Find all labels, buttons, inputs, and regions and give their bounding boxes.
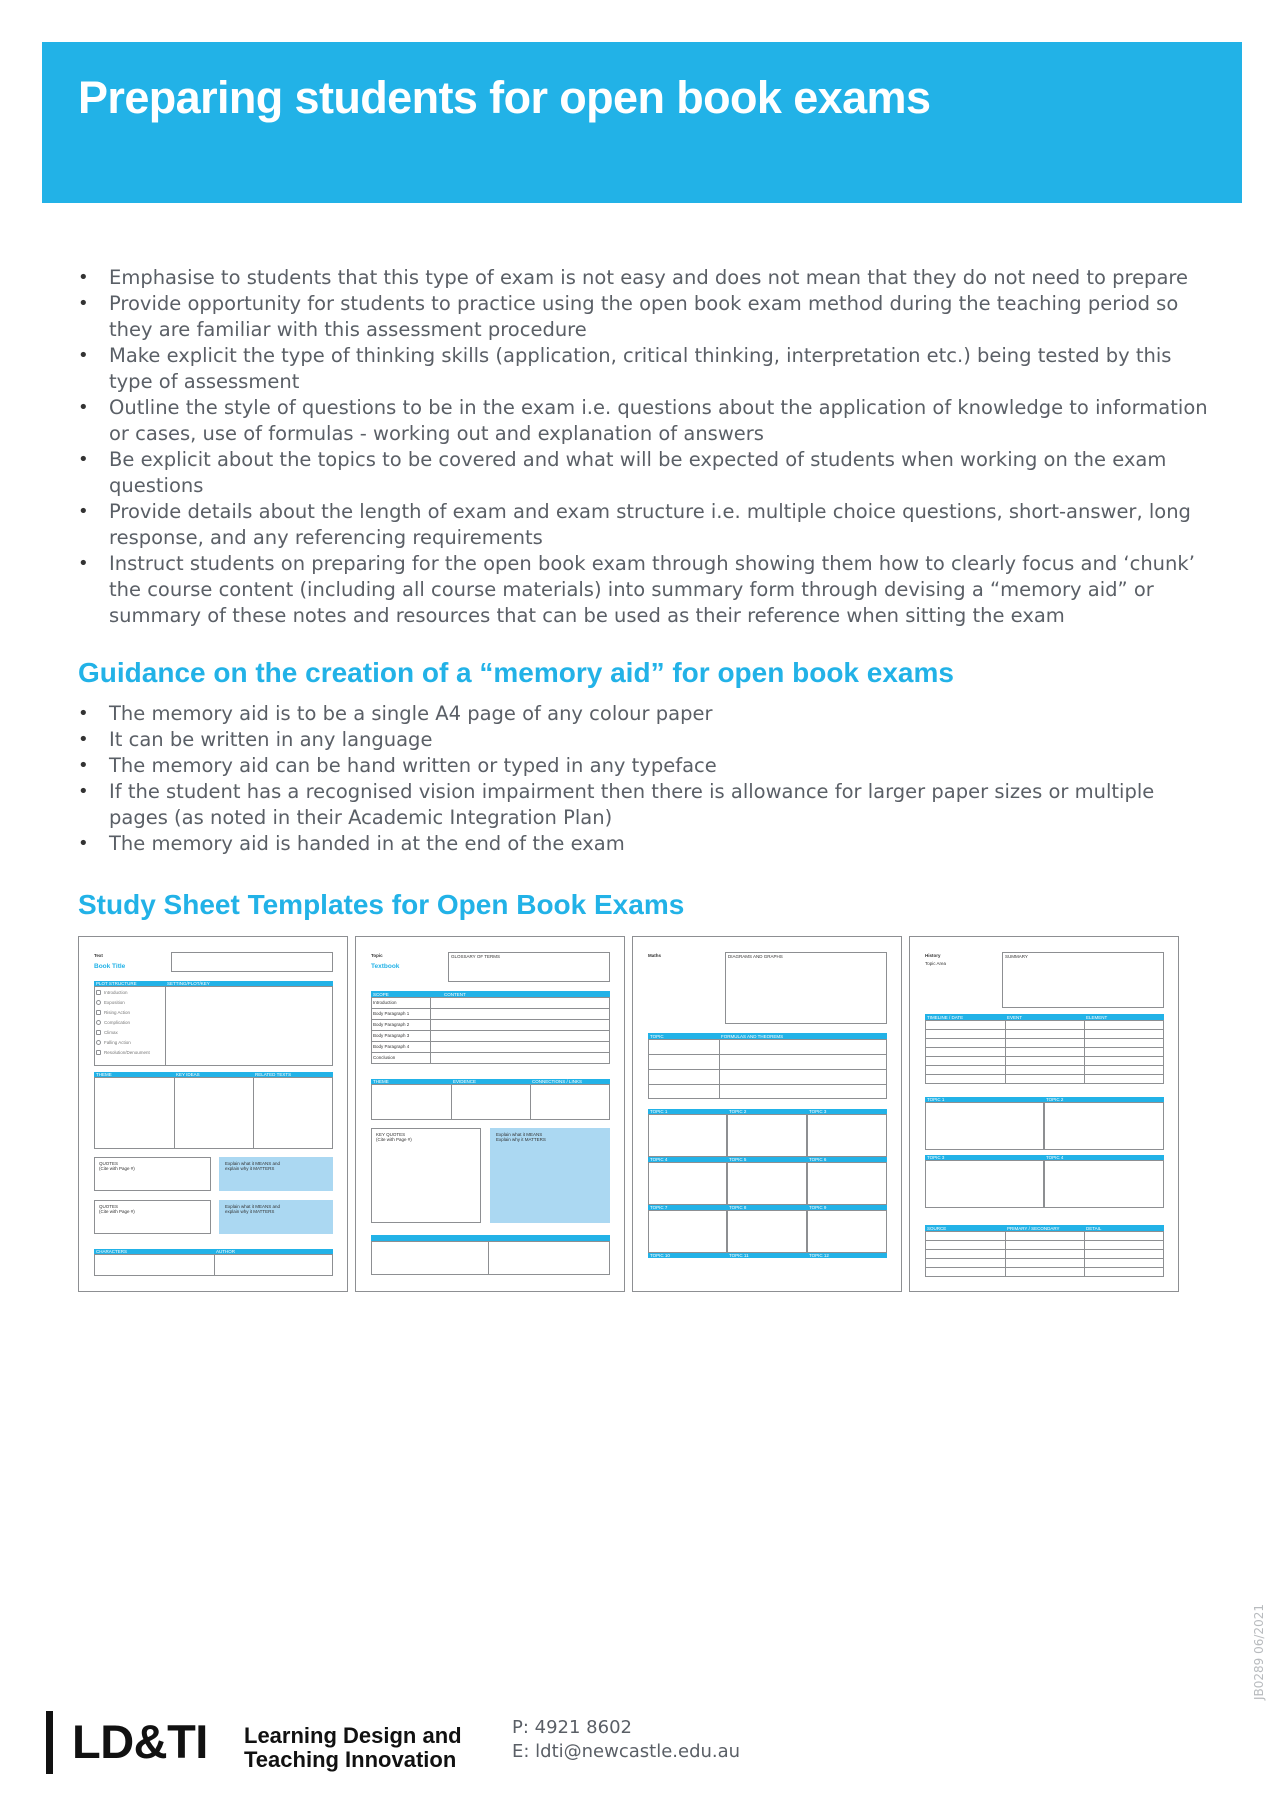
t2-div-a [451,1084,452,1120]
t2-col-scope: SCOPE [373,992,389,997]
t1-foot-div [214,1254,215,1276]
contact-phone: P: 4921 8602 [512,1717,632,1738]
t2-col-content: CONTENT [444,992,466,997]
checklist-item: Climax [104,1030,118,1035]
contact-details [512,1716,740,1764]
checkbox-icon [96,1030,101,1035]
ldti-logo: LD&TI [72,1715,208,1768]
t1-related: RELATED TEXTS [255,1072,292,1077]
t2-explain-box [490,1128,610,1223]
row-divider [430,1052,431,1064]
t4-col-timeline: TIMELINE / DATE [927,1015,964,1020]
topic-cell [648,1114,727,1157]
header-banner [42,42,1242,203]
t1-label: Text [94,953,103,958]
footer-logo-bar [46,1711,53,1774]
topic-label: TOPIC 12 [809,1253,829,1258]
t3-diagram-box [725,952,887,1024]
topic-cell [727,1210,807,1253]
list-item: • The memory aid is handed in at the end of the exam [78,831,1213,857]
t4-primary: PRIMARY / SECONDARY [1007,1226,1060,1231]
t3-diagram: DIAGRAMS AND GRAPHS [728,954,783,959]
t3-formula-r3 [648,1084,887,1085]
t1-explain-2-text: Explain what it MEANS and explain why it MATTERS [225,1204,281,1214]
t2-evidence: EVIDENCE [453,1079,477,1084]
org-name [244,1724,462,1772]
topic-label: TOPIC 7 [650,1205,668,1210]
checklist-item: Exposition [104,1000,125,1005]
t1-col1: PLOT STRUCTURE [96,981,137,986]
t3-col-topic: TOPIC [650,1034,664,1039]
checklist-item: Introduction [104,990,128,995]
checklist-item: Rising Action [104,1010,131,1015]
t3-formula-r1 [648,1054,887,1055]
col-divider [1084,1020,1085,1083]
t4-label: History [925,953,941,958]
t3-label: Maths [648,953,662,958]
t4-col-element: ELEMENT [1086,1015,1108,1020]
list-item: • Be explicit about the topics to be covered and what will be expected of students when working on the exam questions [78,447,1213,499]
t3-formula-r2 [648,1069,887,1070]
topic-label: TOPIC 11 [729,1253,749,1258]
page-title: Preparing students for open book exams [78,72,931,123]
table-row [371,1052,610,1064]
list-item: • The memory aid is to be a single A4 page of any colour paper [78,701,1213,727]
t2-div-b [530,1084,531,1120]
t4-detail: DETAIL [1086,1226,1102,1231]
checkbox-icon [96,1000,101,1005]
col-divider [1084,1231,1085,1276]
template-thumbnail-textbook [355,936,625,1292]
topic-cell [727,1114,807,1157]
t2-title: Textbook [371,963,400,970]
checklist-item: Resolution/Denoument [104,1050,150,1055]
topic-label: TOPIC 1 [927,1097,945,1102]
t4-sublabel: Topic Area [925,961,947,966]
topic-cell [648,1210,727,1253]
t2-foot-box [371,1241,610,1275]
org-name-line-2: Teaching Innovation [244,1747,457,1772]
t1-div-b [253,1077,254,1149]
row-label: Body Paragraph 3 [373,1033,410,1038]
t2-explain: Explain what it MEANS Explain why it MATTERS [496,1132,546,1142]
table-row [925,1074,1164,1084]
list-item: • Make explicit the type of thinking skills (application, critical thinking, interpretation etc.) being tested by this type of assessment [78,343,1213,395]
row-label: Conclusion [373,1055,396,1060]
t1-quote-2-text: QUOTES (Cite with Page #) [99,1204,135,1214]
t2-quote: KEY QUOTES (Cite with Page #) [376,1132,412,1142]
list-item: • Provide details about the length of exam and exam structure i.e. multiple choice questions, short-answer, long response, and any referencing requirements [78,499,1213,551]
row-label: Introduction [373,1000,397,1005]
t4-source: SOURCE [927,1226,947,1231]
list-item: • Instruct students on preparing for the open book exam through showing them how to clearly focus and ‘chunk’ the course content (including all course materials) into summary form through devising a “memory aid” or summary of these notes and resources that can be used as their reference when sitting the exam [78,551,1213,629]
checkbox-icon [96,1020,101,1025]
topic-cell [1044,1160,1164,1208]
template-thumbnail-literature [78,936,348,1292]
template-thumbnail-history [909,936,1179,1292]
topic-label: TOPIC 4 [1046,1155,1064,1160]
t2-quote-box [371,1128,481,1223]
t1-plot-divider [165,986,166,1066]
t4-col-event: EVENT [1007,1015,1023,1020]
col-divider [1005,1231,1006,1276]
topic-cell [1044,1102,1164,1150]
checkbox-icon [96,1050,101,1055]
topic-label: TOPIC 10 [650,1253,670,1258]
topic-cell [727,1162,807,1205]
checkbox-icon [96,1010,101,1015]
t2-connections: CONNECTIONS / LINKS [532,1079,583,1084]
topic-label: TOPIC 1 [650,1109,668,1114]
t1-characters: CHARACTERS [96,1249,128,1254]
topic-cell [925,1160,1044,1208]
checkbox-icon [96,990,101,995]
topic-label: TOPIC 4 [650,1157,668,1162]
t1-div-a [174,1077,175,1149]
t1-quote-1-text: QUOTES (Cite with Page #) [99,1161,135,1171]
checklist-item: Complication [104,1020,131,1025]
t1-theme-box [94,1077,333,1149]
topic-label: TOPIC 8 [729,1205,747,1210]
topic-label: TOPIC 3 [809,1109,827,1114]
t2-theme: THEME [373,1079,389,1084]
t3-col-formulas: FORMULAS AND THEOREMS [721,1034,784,1039]
topic-label: TOPIC 2 [1046,1097,1064,1102]
t1-theme: THEME [96,1072,112,1077]
t4-summary-box [1002,952,1164,1008]
topic-label: TOPIC 3 [927,1155,945,1160]
intro-bullet-list [78,265,1213,629]
t4-summary: SUMMARY [1005,954,1028,959]
list-item: • Outline the style of questions to be in the exam i.e. questions about the application of knowledge to information or cases, use of formulas - working out and explanation of answers [78,395,1213,447]
t1-key-ideas: KEY IDEAS [176,1072,200,1077]
guidance-heading: Guidance on the creation of a “memory aid” for open book exams [78,657,954,688]
list-item: • The memory aid can be hand written or typed in any typeface [78,753,1213,779]
topic-cell [925,1102,1044,1150]
guidance-bullet-list [78,701,1213,857]
row-label: Body Paragraph 2 [373,1022,410,1027]
templates-heading: Study Sheet Templates for Open Book Exams [78,889,685,920]
checkbox-icon [96,1040,101,1045]
topic-label: TOPIC 2 [729,1109,747,1114]
topic-cell [807,1162,887,1205]
table-row [925,1267,1164,1277]
list-item: • Provide opportunity for students to practice using the open book exam method during the teaching period so they are familiar with this assessment procedure [78,291,1213,343]
row-label: Body Paragraph 1 [373,1011,410,1016]
t2-label: Topic [371,953,383,958]
contact-email[interactable]: E: ldti@newcastle.edu.au [512,1741,741,1762]
row-label: Body Paragraph 4 [373,1044,410,1049]
topic-cell [648,1162,727,1205]
document-code: JB0289 06/2021 [1252,1604,1266,1700]
t2-theme-box [371,1084,610,1120]
topic-label: TOPIC 9 [809,1205,827,1210]
topic-band [648,1253,887,1258]
list-item: • It can be written in any language [78,727,1213,753]
t2-glossary: GLOSSARY OF TERMS [451,954,501,959]
t1-explain-1-text: Explain what it MEANS and explain why it MATTERS [225,1161,281,1171]
topic-label: TOPIC 5 [729,1157,747,1162]
topic-label: TOPIC 6 [809,1157,827,1162]
org-name-line-1: Learning Design and [244,1723,462,1748]
t1-author: AUTHOR [216,1249,235,1254]
checklist-item: Falling Action [104,1040,131,1045]
list-item: • Emphasise to students that this type of exam is not easy and does not mean that they do not need to prepare [78,265,1213,291]
t1-title-box [171,952,333,972]
t1-col2: SETTING/PLOT/KEY [167,981,210,986]
t2-foot-div [488,1241,489,1275]
col-divider [1005,1020,1006,1083]
template-thumbnail-maths [632,936,902,1292]
topic-cell [807,1210,887,1253]
list-item: • If the student has a recognised vision impairment then there is allowance for larger paper sizes or multiple pages (as noted in their Academic Integration Plan) [78,779,1213,831]
topic-cell [807,1114,887,1157]
t1-title: Book Title [94,963,126,970]
